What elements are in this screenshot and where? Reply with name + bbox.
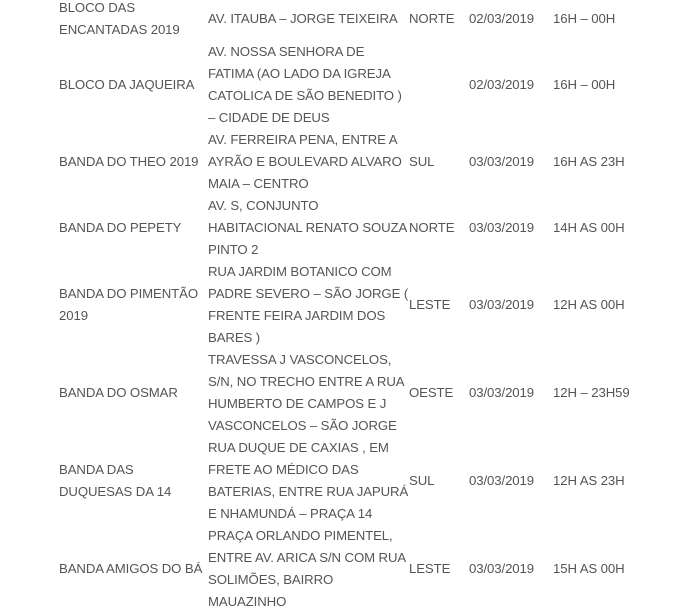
time: 15H AS 00H (553, 561, 625, 576)
bloco-name: BANDA DO PEPETY (59, 220, 182, 235)
bloco-name: BLOCO DAS ENCANTADAS 2019 (59, 0, 180, 37)
table-row (59, 261, 663, 349)
time: 12H AS 00H (553, 297, 625, 312)
table-row (59, 41, 663, 129)
table-row (59, 349, 663, 437)
bloco-name: BANDA DO OSMAR (59, 385, 178, 400)
table-row (59, 525, 663, 613)
date: 02/03/2019 (469, 77, 535, 92)
address: AV. FERREIRA PENA, ENTRE A AYRÃO E BOULEVARD ALVARO MAIA – CENTRO (208, 132, 402, 191)
address: RUA DUQUE DE CAXIAS , EM FRETE AO MÉDICO DAS BATERIAS, ENTRE RUA JAPURÁ E NHAMUNDÁ – PRAÇA 14 (208, 440, 409, 521)
zone: SUL (409, 473, 435, 488)
zone: LESTE (409, 297, 451, 312)
zone: OESTE (409, 385, 454, 400)
address: AV. ITAUBA – JORGE TEIXEIRA (208, 11, 398, 26)
date: 03/03/2019 (469, 297, 535, 312)
address: AV. S, CONJUNTO HABITACIONAL RENATO SOUZA PINTO 2 (208, 198, 407, 257)
carnival-schedule-table (59, 0, 663, 613)
table-row (59, 0, 663, 41)
time: 12H AS 23H (553, 473, 625, 488)
zone: SUL (409, 154, 435, 169)
time: 16H AS 23H (553, 154, 625, 169)
bloco-name: BANDA AMIGOS DO BÁ (59, 561, 203, 576)
address: RUA JARDIM BOTANICO COM PADRE SEVERO – SÃO JORGE ( FRENTE FEIRA JARDIM DOS BARES ) (208, 264, 409, 345)
date: 03/03/2019 (469, 561, 535, 576)
table-row (59, 129, 663, 195)
address: TRAVESSA J VASCONCELOS, S/N, NO TRECHO ENTRE A RUA HUMBERTO DE CAMPOS E J VASCONCELOS – SÃO JORGE (208, 352, 404, 433)
bloco-name: BANDA DO PIMENTÃO 2019 (59, 286, 198, 323)
time: 16H – 00H (553, 11, 616, 26)
table-row (59, 195, 663, 261)
time: 16H – 00H (553, 77, 616, 92)
date: 03/03/2019 (469, 154, 535, 169)
zone: NORTE (409, 11, 455, 26)
time: 12H – 23H59 (553, 385, 630, 400)
zone: LESTE (409, 561, 451, 576)
bloco-name: BLOCO DA JAQUEIRA (59, 77, 195, 92)
date: 02/03/2019 (469, 11, 535, 26)
bloco-name: BANDA DAS DUQUESAS DA 14 (59, 462, 172, 499)
date: 03/03/2019 (469, 473, 535, 488)
address: AV. NOSSA SENHORA DE FATIMA (AO LADO DA IGREJA CATOLICA DE SÃO BENEDITO ) – CIDADE DE DEUS (208, 44, 402, 125)
address: PRAÇA ORLANDO PIMENTEL, ENTRE AV. ARICA S/N COM RUA SOLIMÕES, BAIRRO MAUAZINHO (208, 528, 406, 609)
bloco-name: BANDA DO THEO 2019 (59, 154, 199, 169)
date: 03/03/2019 (469, 385, 535, 400)
time: 14H AS 00H (553, 220, 625, 235)
date: 03/03/2019 (469, 220, 535, 235)
zone: NORTE (409, 220, 455, 235)
table-row (59, 437, 663, 525)
zone (409, 41, 469, 129)
